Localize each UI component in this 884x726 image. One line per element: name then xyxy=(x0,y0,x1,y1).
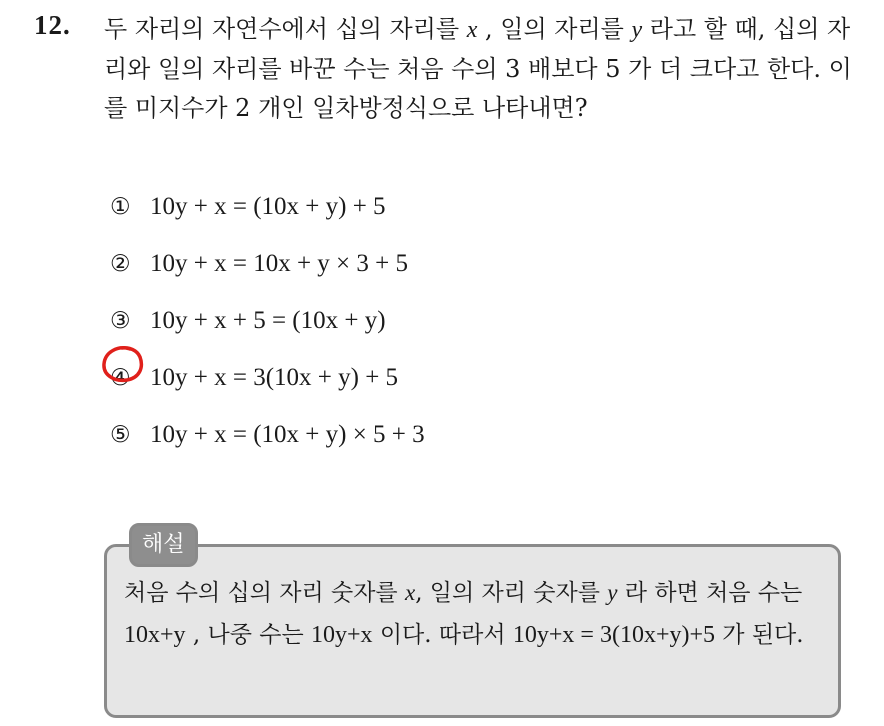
choice-1[interactable] xyxy=(110,178,425,235)
choice-expression: 10y + x = (10x + y) + 5 xyxy=(150,192,386,220)
explanation-part: , 나중 수는 xyxy=(185,622,311,648)
variable-x: x xyxy=(404,580,416,605)
question-number: 12. xyxy=(34,10,71,40)
choice-list xyxy=(110,178,425,463)
variable-x: x xyxy=(466,17,478,43)
answer-circle-stroke xyxy=(104,348,141,381)
choice-2[interactable] xyxy=(110,235,425,292)
new-number-expression: 10y+x xyxy=(310,622,373,648)
explanation-part: 이다. 따라서 xyxy=(372,622,513,648)
explanation-part: 가 된다. xyxy=(715,622,804,648)
choice-marker: ② xyxy=(110,250,131,277)
choice-marker: ③ xyxy=(110,307,131,334)
answer-circle-mark xyxy=(100,344,146,384)
choice-5[interactable] xyxy=(110,406,425,463)
explanation-part: , 일의 자리 숫자를 xyxy=(415,580,608,606)
question-text-part: 두 자리의 자연수에서 십의 자리를 xyxy=(104,15,467,43)
explanation-part: 처음 수의 십의 자리 숫자를 xyxy=(124,580,405,606)
choice-4[interactable] xyxy=(110,349,425,406)
choice-marker: ⑤ xyxy=(110,421,131,448)
explanation-text xyxy=(124,572,824,656)
explanation-part: 라 하면 처음 수는 xyxy=(617,580,803,606)
choice-marker: ④ xyxy=(110,364,131,391)
final-equation: 10y+x = 3(10x+y)+5 xyxy=(512,622,715,648)
question-text-part: 라고 할 때, 십의 자리와 일의 자리를 바꾼 수는 처음 수의 3 배보다 5 가 더 크다고 한다. 이를 미지수가 2 개인 일차방정식으로 나타내면? xyxy=(104,15,852,122)
choice-expression: 10y + x + 5 = (10x + y) xyxy=(150,306,386,334)
variable-y: y xyxy=(631,17,643,43)
choice-marker: ① xyxy=(110,193,131,220)
question-text-part: , 일의 자리를 xyxy=(477,15,632,43)
choice-expression: 10y + x = 10x + y × 3 + 5 xyxy=(150,249,408,277)
choice-3[interactable] xyxy=(110,292,425,349)
choice-expression: 10y + x = 3(10x + y) + 5 xyxy=(150,363,399,391)
choice-expression: 10y + x = (10x + y) × 5 + 3 xyxy=(150,420,425,448)
original-number-expression: 10x+y xyxy=(124,622,186,648)
explanation-label: 해설 xyxy=(129,523,198,567)
question-text xyxy=(104,10,864,128)
variable-y: y xyxy=(607,580,618,605)
